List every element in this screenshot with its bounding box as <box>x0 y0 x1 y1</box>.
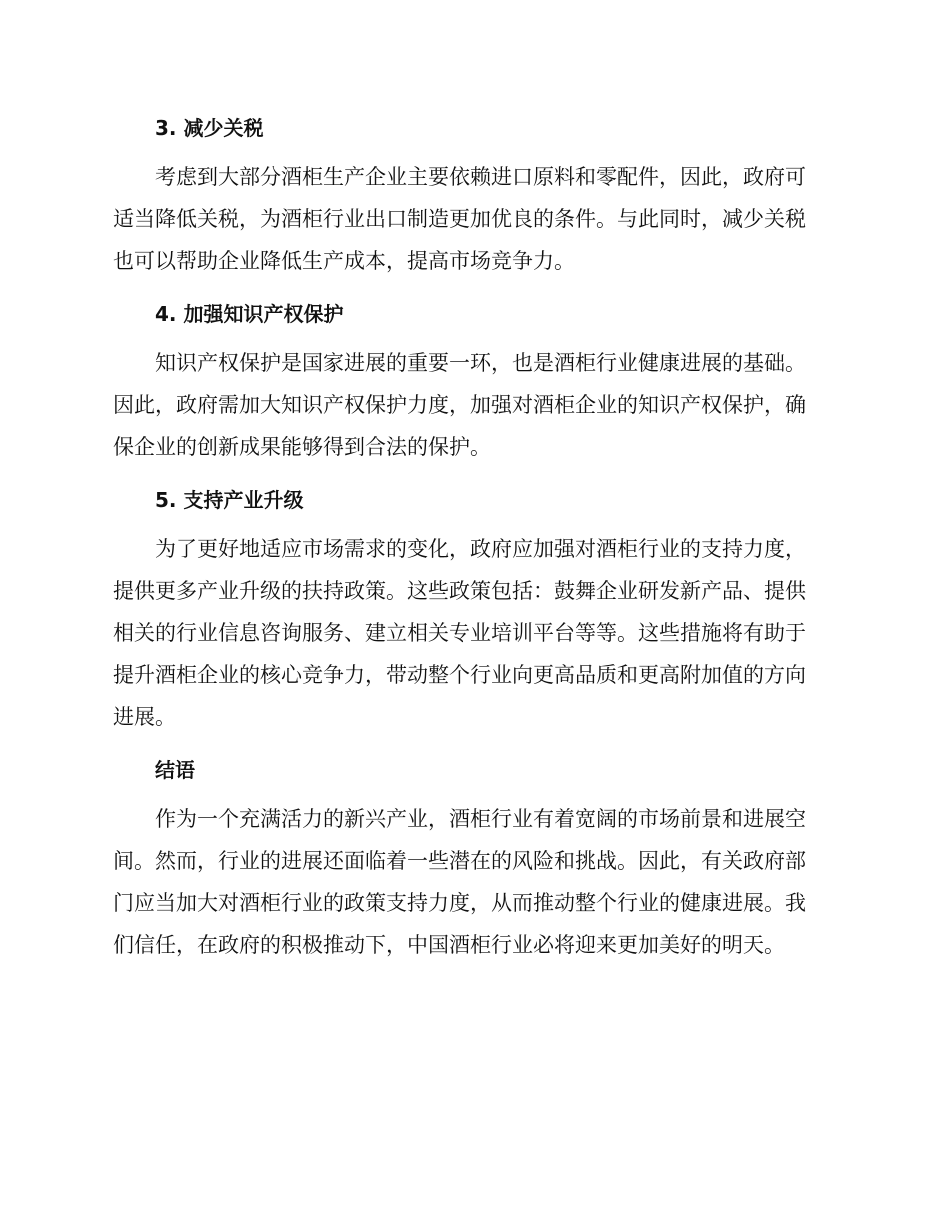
section-heading-conclusion: 结语 <box>155 758 195 782</box>
paragraph-line: 提升酒柜企业的核心竞争力，带动整个行业向更高品质和更高附加值的方向 <box>113 663 806 687</box>
paragraph-line: 门应当加大对酒柜行业的政策支持力度，从而推动整个行业的健康进展。我 <box>113 891 806 915</box>
section-heading-ip-protection: 4. 加强知识产权保护 <box>155 302 344 326</box>
section-paragraph-conclusion <box>113 798 829 966</box>
section-paragraph-ip-protection <box>113 342 829 468</box>
paragraph-line: 进展。 <box>113 705 176 729</box>
document-body <box>113 108 829 978</box>
paragraph-line: 相关的行业信息咨询服务、建立相关专业培训平台等等。这些措施将有助于 <box>113 621 806 645</box>
section-paragraph-reduce-tariffs <box>113 156 829 282</box>
section-heading-reduce-tariffs: 3. 减少关税 <box>155 116 264 140</box>
section-heading-industry-upgrade: 5. 支持产业升级 <box>155 488 304 512</box>
paragraph-line: 们信任，在政府的积极推动下，中国酒柜行业必将迎来更加美好的明天。 <box>113 933 785 957</box>
paragraph-line: 间。然而，行业的进展还面临着一些潜在的风险和挑战。因此，有关政府部 <box>113 849 806 873</box>
paragraph-line: 为了更好地适应市场需求的变化，政府应加强对酒柜行业的支持力度， <box>155 537 806 561</box>
paragraph-line: 作为一个充满活力的新兴产业，酒柜行业有着宽阔的市场前景和进展空 <box>155 807 806 831</box>
paragraph-line: 也可以帮助企业降低生产成本，提高市场竞争力。 <box>113 249 575 273</box>
paragraph-line: 提供更多产业升级的扶持政策。这些政策包括：鼓舞企业研发新产品、提供 <box>113 579 806 603</box>
paragraph-line: 适当降低关税，为酒柜行业出口制造更加优良的条件。与此同时，减少关税 <box>113 207 806 231</box>
paragraph-line: 保企业的创新成果能够得到合法的保护。 <box>113 435 491 459</box>
section-paragraph-industry-upgrade <box>113 528 829 738</box>
paragraph-line: 因此，政府需加大知识产权保护力度，加强对酒柜企业的知识产权保护，确 <box>113 393 806 417</box>
paragraph-line: 考虑到大部分酒柜生产企业主要依赖进口原料和零配件，因此，政府可 <box>155 165 806 189</box>
paragraph-line: 知识产权保护是国家进展的重要一环，也是酒柜行业健康进展的基础。 <box>155 351 806 375</box>
